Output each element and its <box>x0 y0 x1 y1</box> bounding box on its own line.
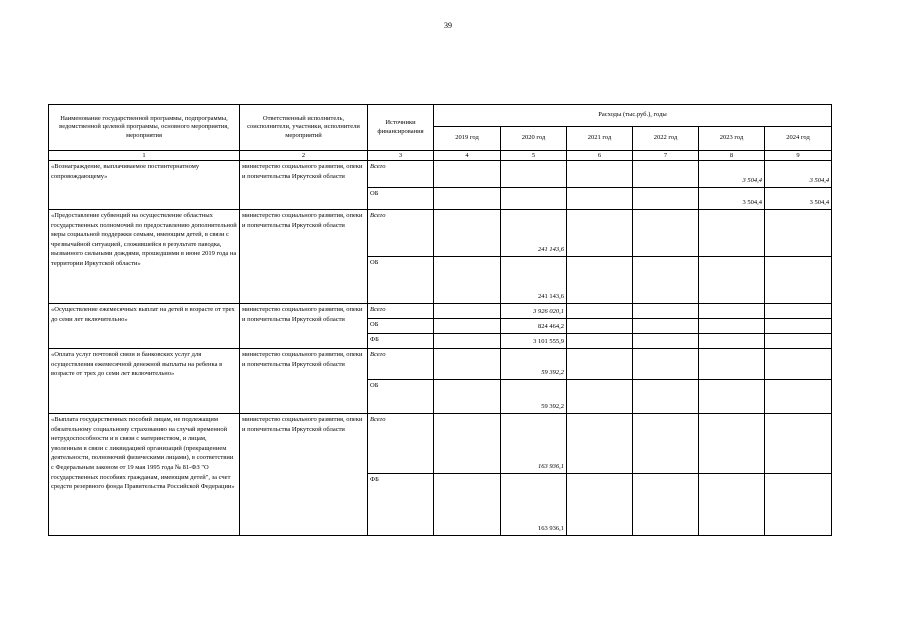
value-cell <box>501 188 567 210</box>
value-cell <box>567 188 633 210</box>
source-label: ФБ <box>368 334 434 349</box>
value-cell <box>567 349 633 380</box>
value-cell <box>765 334 832 349</box>
column-number: 3 <box>368 151 434 161</box>
column-number: 1 <box>49 151 240 161</box>
header-executor: Ответственный исполнитель, соисполнители, участники, исполнители мероприятий <box>240 105 368 151</box>
source-label: ОБ <box>368 380 434 414</box>
value-cell <box>567 414 633 474</box>
measure-name: «Вознаграждение, выплачиваемое постинтернатному сопровождающему» <box>49 161 240 210</box>
value-cell <box>434 414 501 474</box>
value-cell: 163 936,1 <box>501 414 567 474</box>
value-cell <box>699 304 765 319</box>
value-cell <box>501 161 567 188</box>
value-cell: 3 504,4 <box>699 188 765 210</box>
value-cell <box>567 319 633 334</box>
page-number: 39 <box>444 21 452 30</box>
value-cell <box>699 380 765 414</box>
column-number: 5 <box>501 151 567 161</box>
measure-name: «Оплата услуг почтовой связи и банковских услуг для осуществления ежемесячной денежной выплаты на ребенка в возрасте от трех до семи лет включительно» <box>49 349 240 414</box>
value-cell <box>633 319 699 334</box>
header-year: 2019 год <box>434 127 501 151</box>
value-cell: 3 504,4 <box>765 188 832 210</box>
source-label: Всего <box>368 210 434 257</box>
measure-executor: министерство социального развития, опеки и попечительства Иркутской области <box>240 210 368 304</box>
value-cell <box>567 304 633 319</box>
value-cell <box>765 304 832 319</box>
value-cell <box>633 188 699 210</box>
value-cell <box>567 161 633 188</box>
header-year: 2024 год <box>765 127 832 151</box>
value-cell <box>765 474 832 536</box>
source-label: Всего <box>368 414 434 474</box>
table-row <box>49 349 832 380</box>
value-cell <box>765 349 832 380</box>
source-label: ФБ <box>368 474 434 536</box>
source-label: ОБ <box>368 188 434 210</box>
value-cell <box>699 319 765 334</box>
value-cell <box>434 161 501 188</box>
value-cell <box>567 474 633 536</box>
value-cell: 3 101 555,9 <box>501 334 567 349</box>
value-cell <box>633 334 699 349</box>
value-cell: 241 143,6 <box>501 257 567 304</box>
header-year: 2021 год <box>567 127 633 151</box>
value-cell <box>765 380 832 414</box>
value-cell <box>567 334 633 349</box>
column-number: 9 <box>765 151 832 161</box>
value-cell <box>765 257 832 304</box>
value-cell <box>633 414 699 474</box>
column-number: 2 <box>240 151 368 161</box>
table-row <box>49 304 832 319</box>
expenses-table <box>48 104 832 536</box>
measure-executor: министерство социального развития, опеки и попечительства Иркутской области <box>240 349 368 414</box>
source-label: ОБ <box>368 257 434 304</box>
value-cell <box>434 257 501 304</box>
value-cell <box>633 349 699 380</box>
value-cell: 241 143,6 <box>501 210 567 257</box>
header-year: 2023 год <box>699 127 765 151</box>
header-year: 2022 год <box>633 127 699 151</box>
column-number: 6 <box>567 151 633 161</box>
table-row <box>49 414 832 474</box>
source-label: Всего <box>368 304 434 319</box>
value-cell <box>567 210 633 257</box>
value-cell <box>434 349 501 380</box>
measure-name: «Предоставление субвенций на осуществление областных государственных полномочий по предоставлению дополнительной меры социальной поддержки семьям, имеющим детей, в связи с чрезвычайной ситуацией, сложившейся в результате паводка, вызванного сильными дождями, прошедшими в июне 2019 года на территории Иркутской области» <box>49 210 240 304</box>
value-cell: 3 926 020,1 <box>501 304 567 319</box>
table-row <box>49 210 832 257</box>
value-cell <box>567 380 633 414</box>
column-number: 8 <box>699 151 765 161</box>
value-cell <box>633 210 699 257</box>
value-cell <box>633 257 699 304</box>
source-label: Всего <box>368 161 434 188</box>
value-cell: 163 936,1 <box>501 474 567 536</box>
value-cell <box>633 380 699 414</box>
measure-executor: министерство социального развития, опеки и попечительства Иркутской области <box>240 414 368 536</box>
measure-name: «Выплата государственных пособий лицам, не подлежащим обязательному социальному страхованию на случай временной нетрудоспособности и в связи с материнством, и лицам, уволенным в связи с ликвидацией организаций (прекращением деятельности, полномочий физическими лицами), в соответствии с Федеральным законом от 19 мая 1995 года № 81-ФЗ "О государственных пособиях гражданам, имеющим детей", за счет средств резервного фонда Правительства Российской Федерации» <box>49 414 240 536</box>
header-expenses: Расходы (тыс.руб.), годы <box>434 105 832 127</box>
source-label: ОБ <box>368 319 434 334</box>
value-cell <box>434 304 501 319</box>
value-cell: 3 504,4 <box>765 161 832 188</box>
value-cell <box>633 474 699 536</box>
column-number: 4 <box>434 151 501 161</box>
value-cell <box>434 334 501 349</box>
value-cell <box>434 210 501 257</box>
value-cell <box>699 349 765 380</box>
value-cell <box>434 319 501 334</box>
value-cell <box>699 474 765 536</box>
value-cell <box>633 304 699 319</box>
header-source: Источники финансирования <box>368 105 434 151</box>
measure-executor: министерство социального развития, опеки и попечительства Иркутской области <box>240 161 368 210</box>
value-cell: 59 392,2 <box>501 380 567 414</box>
column-number: 7 <box>633 151 699 161</box>
measure-executor: министерство социального развития, опеки и попечительства Иркутской области <box>240 304 368 349</box>
value-cell <box>434 188 501 210</box>
value-cell: 3 504,4 <box>699 161 765 188</box>
value-cell <box>633 161 699 188</box>
value-cell <box>699 334 765 349</box>
value-cell <box>434 380 501 414</box>
header-name: Наименование государственной программы, подпрограммы, ведомственной целевой программы, основного мероприятия, мероприятия <box>49 105 240 151</box>
measure-name: «Осуществление ежемесячных выплат на детей в возрасте от трех до семи лет включительно» <box>49 304 240 349</box>
value-cell: 59 392,2 <box>501 349 567 380</box>
table-row <box>49 161 832 188</box>
source-label: Всего <box>368 349 434 380</box>
value-cell <box>699 414 765 474</box>
value-cell: 824 464,2 <box>501 319 567 334</box>
value-cell <box>765 319 832 334</box>
value-cell <box>699 257 765 304</box>
value-cell <box>434 474 501 536</box>
value-cell <box>765 414 832 474</box>
header-year: 2020 год <box>501 127 567 151</box>
value-cell <box>765 210 832 257</box>
value-cell <box>699 210 765 257</box>
value-cell <box>567 257 633 304</box>
